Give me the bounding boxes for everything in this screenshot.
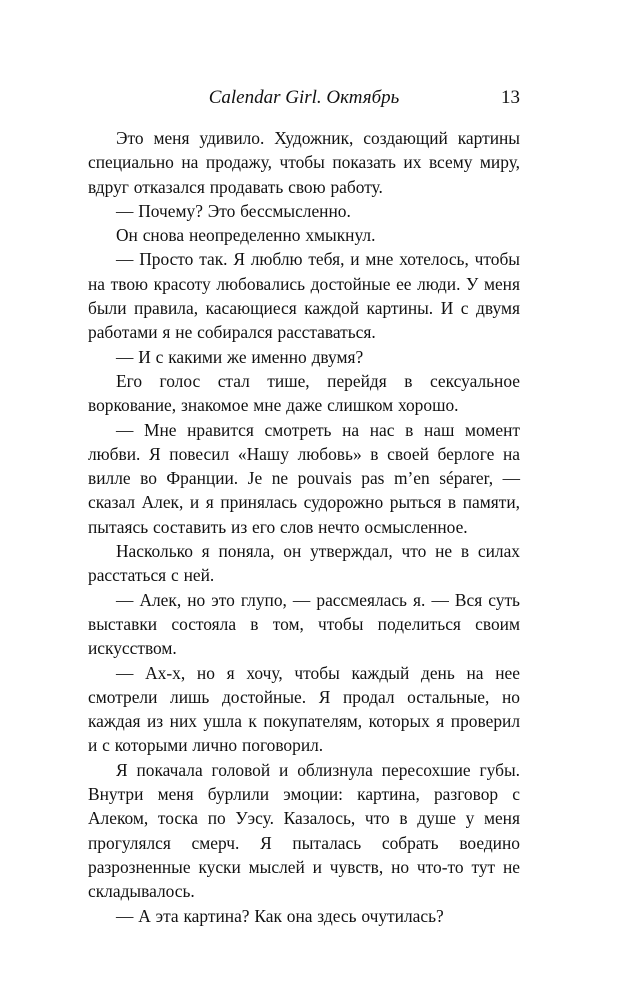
paragraph: — Мне нравится смотреть на нас в наш момент любви. Я повесил «Нашу любовь» в своей берлоге на вилле во Франции. Je ne pouvais pas m’en séparer, — сказал Алек, и я принялась судорожно рыться в памяти, пытаясь составить из его слов нечто осмысленное. <box>88 419 520 537</box>
paragraph: Его голос стал тише, перейдя в сексуальное воркование, знакомое мне даже слишком хорошо. <box>88 370 520 416</box>
paragraph: — Просто так. Я люблю тебя, и мне хотелось, чтобы на твою красоту любовались достойные ее люди. У меня были правила, касающиеся каждой картины. И с двумя работами я не собирался расставаться. <box>88 249 520 343</box>
paragraph: — А эта картина? Как она здесь очутилась? <box>116 905 444 926</box>
paragraph: — Ах-х, но я хочу, чтобы каждый день на нее смотрели лишь достойные. Я продал остальные, но каждая из них ушла к покупателям, которых я проверил и с которыми лично поговорил. <box>88 662 520 756</box>
paragraph: Я покачала головой и облизнула пересохшие губы. Внутри меня бурлили эмоции: картина, разговор с Алеком, тоска по Уэсу. Казалось, что в душе у меня прогулялся смерч. Я пыталась собрать воедино разрозненные куски мыслей и чувств, но что-то тут не складывалось. <box>88 759 520 902</box>
body-text <box>88 126 520 928</box>
running-head <box>88 86 520 110</box>
paragraph: Насколько я поняла, он утверждал, что не в силах расстаться с ней. <box>88 541 520 586</box>
paragraph: Это меня удивило. Художник, создающий картины специально на продажу, чтобы показать их всему миру, вдруг отказался продавать свою работу. <box>88 128 520 197</box>
paragraph: — Алек, но это глупо, — рассмеялась я. — Вся суть выставки состояла в том, чтобы поделиться своим искусством. <box>88 589 520 659</box>
paragraph: Он снова неопределенно хмыкнул. <box>116 225 376 246</box>
page-number: 13 <box>501 87 520 108</box>
running-title: Calendar Girl. Октябрь <box>208 87 400 108</box>
paragraph: — Почему? Это бессмысленно. <box>116 200 351 221</box>
paragraph: — И с какими же именно двумя? <box>116 346 364 367</box>
